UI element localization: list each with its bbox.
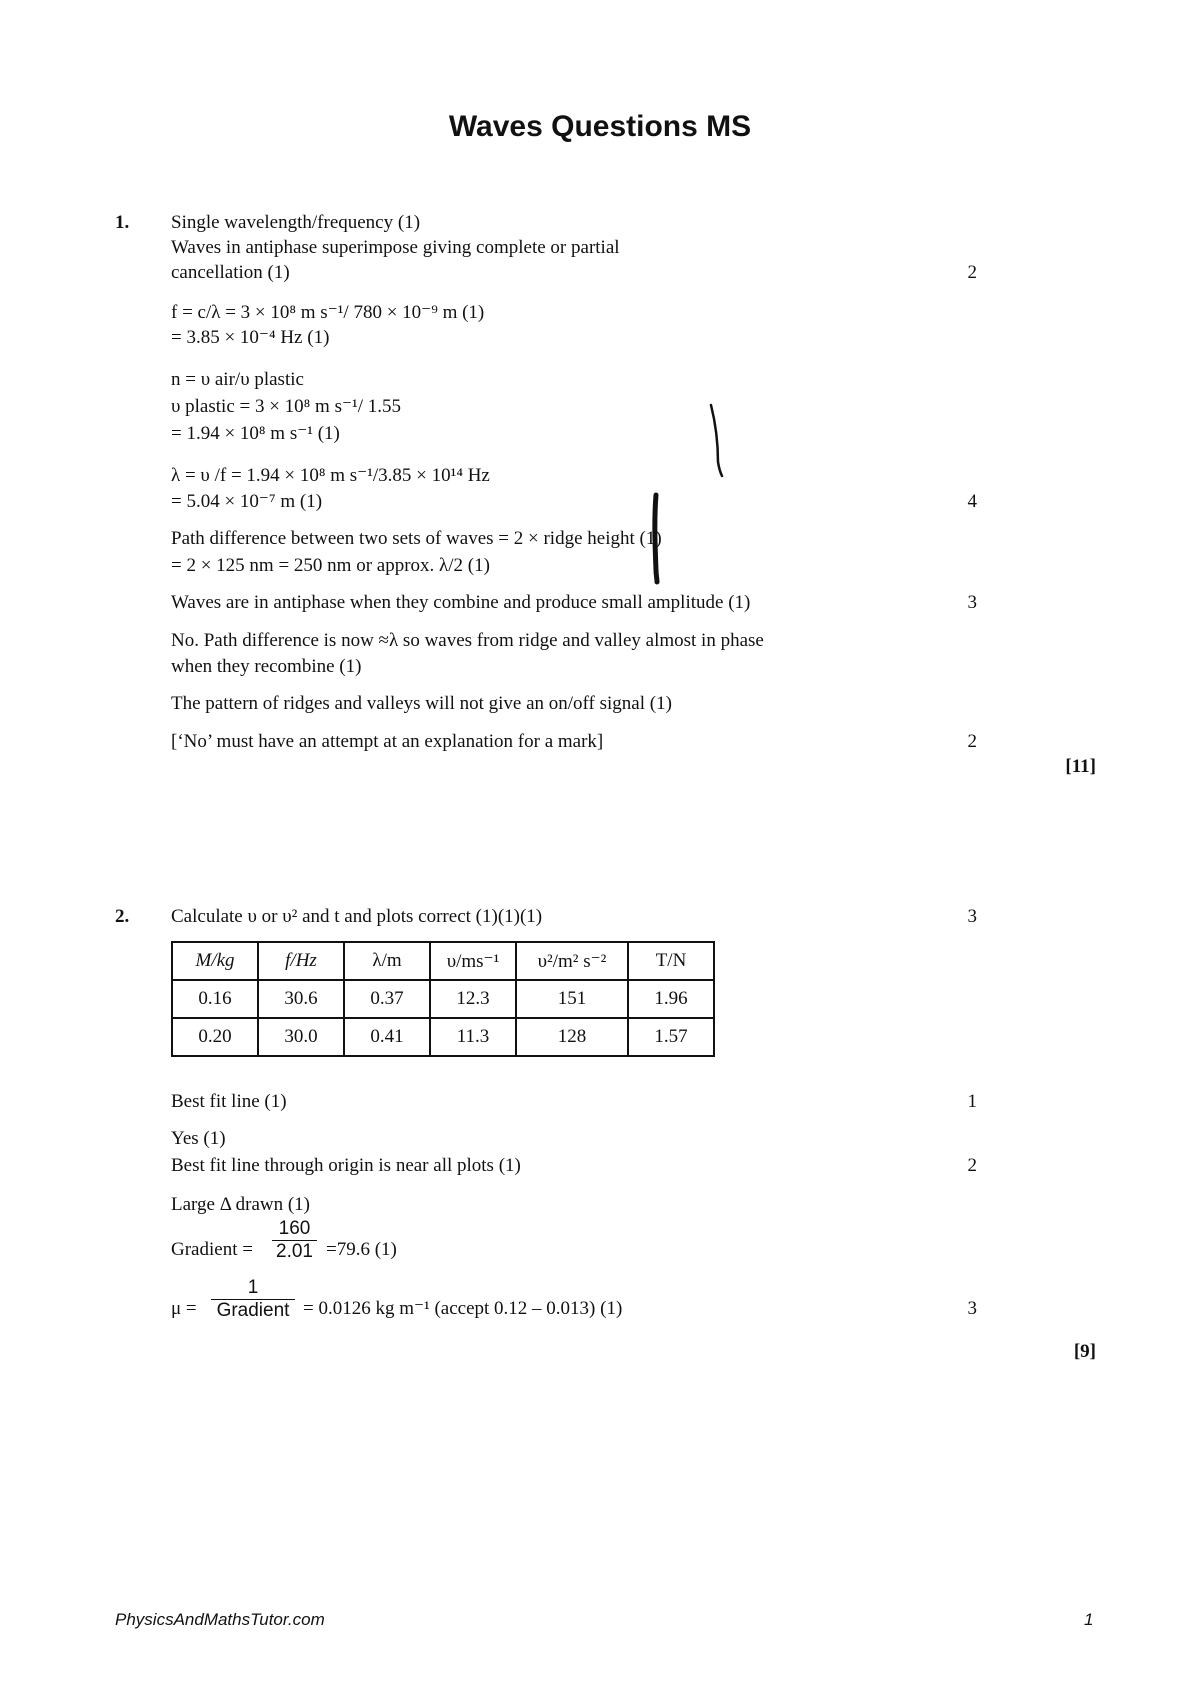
table-header: f/Hz <box>258 942 344 980</box>
q1-mark-3: 3 <box>967 592 977 613</box>
q1-line-4: f = c/λ = 3 × 10⁸ m s⁻¹/ 780 × 10⁻⁹ m (1) <box>171 302 485 323</box>
q1-line-3: cancellation (1) <box>171 262 290 283</box>
gradient-fraction <box>272 1218 317 1263</box>
q1-total: [11] <box>1065 756 1096 777</box>
q1-line-13: Waves are in antiphase when they combine and produce small amplitude (1) <box>171 592 751 613</box>
table-cell: 128 <box>516 1018 628 1056</box>
table-row <box>172 980 714 1018</box>
mu-numerator: 1 <box>211 1277 295 1300</box>
q2-origin-line: Best fit line through origin is near all plots (1) <box>171 1155 521 1176</box>
q1-line-11: Path difference between two sets of waves = 2 × ridge height (1) <box>171 528 662 549</box>
table-cell: 0.37 <box>344 980 430 1018</box>
q2-mu-mark: 3 <box>967 1298 977 1319</box>
table-header: M/kg <box>172 942 258 980</box>
table-cell: 0.41 <box>344 1018 430 1056</box>
q2-intro: Calculate υ or υ² and t and plots correct (1)(1)(1) <box>171 906 543 927</box>
q2-best-fit-mark: 1 <box>967 1091 977 1112</box>
q1-line-10: = 5.04 × 10⁻⁷ m (1) <box>171 491 323 512</box>
footer-site: PhysicsAndMathsTutor.com <box>115 1610 325 1629</box>
q1-line-14: No. Path difference is now ≈λ so waves from ridge and valley almost in phase <box>171 630 764 651</box>
table-cell: 0.20 <box>172 1018 258 1056</box>
table-cell: 11.3 <box>430 1018 516 1056</box>
q1-line-16: The pattern of ridges and valleys will not give an on/off signal (1) <box>171 693 672 714</box>
table-header: λ/m <box>344 942 430 980</box>
gradient-numerator: 160 <box>272 1218 317 1241</box>
gradient-denominator: 2.01 <box>276 1241 313 1262</box>
table-header: T/N <box>628 942 714 980</box>
table-cell: 151 <box>516 980 628 1018</box>
q1-mark-1: 2 <box>967 262 977 283</box>
table-cell: 1.57 <box>628 1018 714 1056</box>
page-title: Waves Questions MS <box>448 110 752 143</box>
mu-denominator: Gradient <box>216 1300 290 1321</box>
q2-origin-mark: 2 <box>967 1155 977 1176</box>
data-table <box>171 941 715 1057</box>
q1-line-8: = 1.94 × 10⁸ m s⁻¹ (1) <box>171 423 340 444</box>
q1-mark-4: 2 <box>967 731 977 752</box>
q1-line-6: n = υ air/υ plastic <box>171 369 304 390</box>
q2-intro-mark: 3 <box>967 906 977 927</box>
table-cell: 30.6 <box>258 980 344 1018</box>
footer-page-number: 1 <box>1084 1610 1094 1629</box>
q1-line-15: when they recombine (1) <box>171 656 362 677</box>
q2-yes: Yes (1) <box>171 1128 226 1149</box>
table-cell: 12.3 <box>430 980 516 1018</box>
q1-line-9: λ = υ /f = 1.94 × 10⁸ m s⁻¹/3.85 × 10¹⁴ Hz <box>171 465 490 486</box>
q2-mu-label: μ = <box>171 1298 197 1319</box>
question-2-number: 2. <box>115 906 130 927</box>
q2-total: [9] <box>1073 1341 1096 1362</box>
q1-line-17: [‘No’ must have an attempt at an explanation for a mark] <box>171 731 604 752</box>
q1-mark-2: 4 <box>967 491 977 512</box>
question-1-number: 1. <box>115 212 130 233</box>
q2-best-fit: Best fit line (1) <box>171 1091 287 1112</box>
q1-line-7: υ plastic = 3 × 10⁸ m s⁻¹/ 1.55 <box>171 396 401 417</box>
table-cell: 0.16 <box>172 980 258 1018</box>
q1-line-5: = 3.85 × 10⁻⁴ Hz (1) <box>171 327 330 348</box>
q2-mu-result: = 0.0126 kg m⁻¹ (accept 0.12 – 0.013) (1) <box>303 1298 623 1319</box>
table-header: υ²/m² s⁻² <box>516 942 628 980</box>
q2-large-delta: Large Δ drawn (1) <box>171 1194 311 1215</box>
q1-line-2: Waves in antiphase superimpose giving complete or partial <box>171 237 620 258</box>
table-cell: 30.0 <box>258 1018 344 1056</box>
mu-fraction <box>211 1277 295 1322</box>
table-header-row <box>172 942 714 980</box>
table-row <box>172 1018 714 1056</box>
q2-gradient-label: Gradient = <box>171 1239 253 1260</box>
table-cell: 1.96 <box>628 980 714 1018</box>
q2-gradient-result: =79.6 (1) <box>326 1239 397 1260</box>
q1-line-1: Single wavelength/frequency (1) <box>171 212 421 233</box>
table-header: υ/ms⁻¹ <box>430 942 516 980</box>
q1-line-12: = 2 × 125 nm = 250 nm or approx. λ/2 (1) <box>171 555 490 576</box>
